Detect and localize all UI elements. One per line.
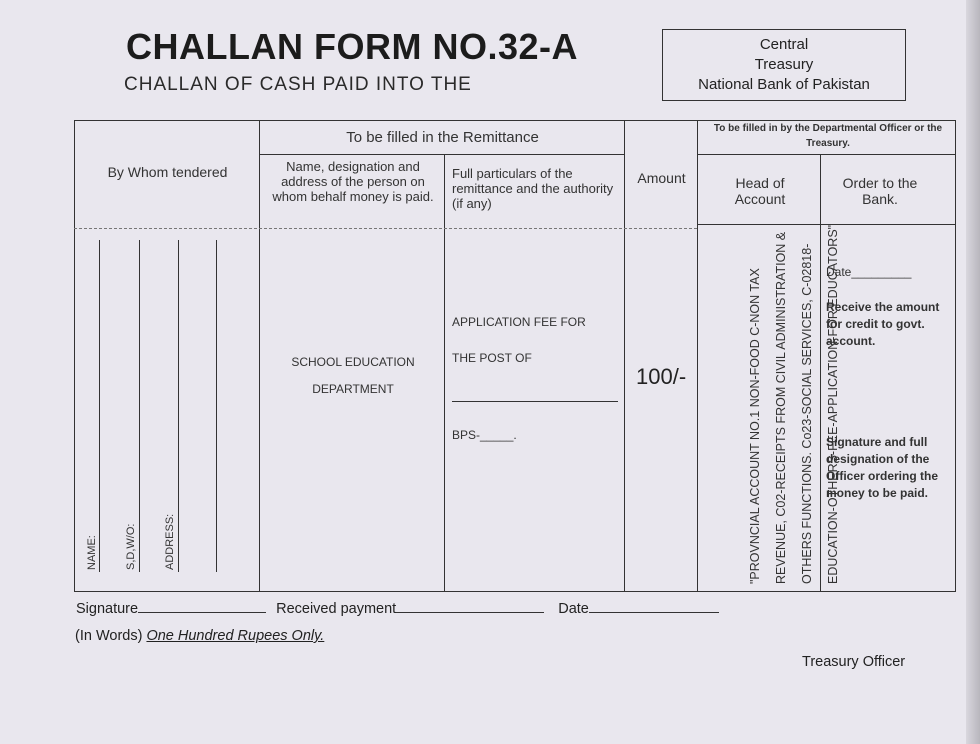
amount-value: 100/- [636,364,687,389]
col-divider-1 [259,120,260,592]
header-name-designation: Name, designation and address of the person on whom behalf money is paid. [272,159,434,204]
col-divider-2 [444,154,445,592]
signature-label: Signature [76,601,139,617]
header-amount: Amount [637,170,686,186]
order-receive-text: Receive the amount for credit to govt. account. [826,300,940,348]
header-order-to-bank: Order to the Bank. [842,175,918,207]
treasury-box [662,29,906,101]
header-head-of-account: Head of Account [734,175,786,207]
particulars-bps: BPS-_____. [452,428,517,442]
signature-blank [138,598,266,613]
name-label: NAME: [86,535,98,570]
form-subtitle: CHALLAN OF CASH PAID INTO THE [124,74,472,95]
sdwo-line [139,240,140,572]
particulars-line-2: THE POST OF [452,351,532,365]
col-divider-4 [697,120,698,592]
form-title: CHALLAN FORM NO.32-A [126,26,578,67]
header-bottom-dashed [74,228,697,229]
treasury-line-3: National Bank of Pakistan [698,76,870,93]
head-of-account-text: "PROVNCIAL ACCOUNT NO.1 NON-FOOD C-NON TAX REVENUE, C02-RECEIPTS FROM CIVIL ADMINISTRATION & OTHERS FUNCTIONS. Co23-SOCIAL SERVICES, C-02818-EDUCATION-OTHERS-FEE-APPLICATION-FOR EDUCATORS" [748,224,840,584]
department-line-2: DEPARTMENT [312,382,394,396]
col-divider-3 [624,120,625,592]
address-line-1 [178,240,179,572]
order-date: Date_________ [826,265,912,279]
received-payment-label: Received payment [276,601,397,617]
in-words-label: (In Words) [75,628,143,644]
page-edge-shadow [966,0,980,744]
in-words-value: One Hundred Rupees Only. [146,628,325,644]
address-label: ADDRESS: [164,513,176,570]
date-blank [589,598,719,613]
particulars-line-1: APPLICATION FEE FOR [452,315,586,329]
date-label: Date [558,601,589,617]
received-payment-blank [396,598,544,613]
treasury-line-2: Treasury [754,56,814,73]
sdwo-label: S,D,W/O: [125,523,137,570]
remittance-group-line [259,154,624,155]
address-line-2 [216,240,217,572]
header-remittance-group: To be filled in the Remittance [346,129,539,146]
header-full-particulars: Full particulars of the remittance and the authority (if any) [452,166,614,211]
in-words-row [75,628,324,644]
name-line [99,240,100,572]
treasury-officer-label: Treasury Officer [802,654,906,670]
header-by-whom-tendered: By Whom tendered [107,164,228,180]
dept-group-line [697,154,956,155]
department-line-1: SCHOOL EDUCATION [291,355,415,369]
order-signature-text: Signature and full designation of the Officer ordering the money to be paid. [826,435,939,500]
header-dept-group: To be filled in by the Departmental Officer or the Treasury. [713,123,943,149]
treasury-line-1: Central [759,36,809,53]
signature-row [76,598,719,617]
post-blank-line [452,401,618,402]
